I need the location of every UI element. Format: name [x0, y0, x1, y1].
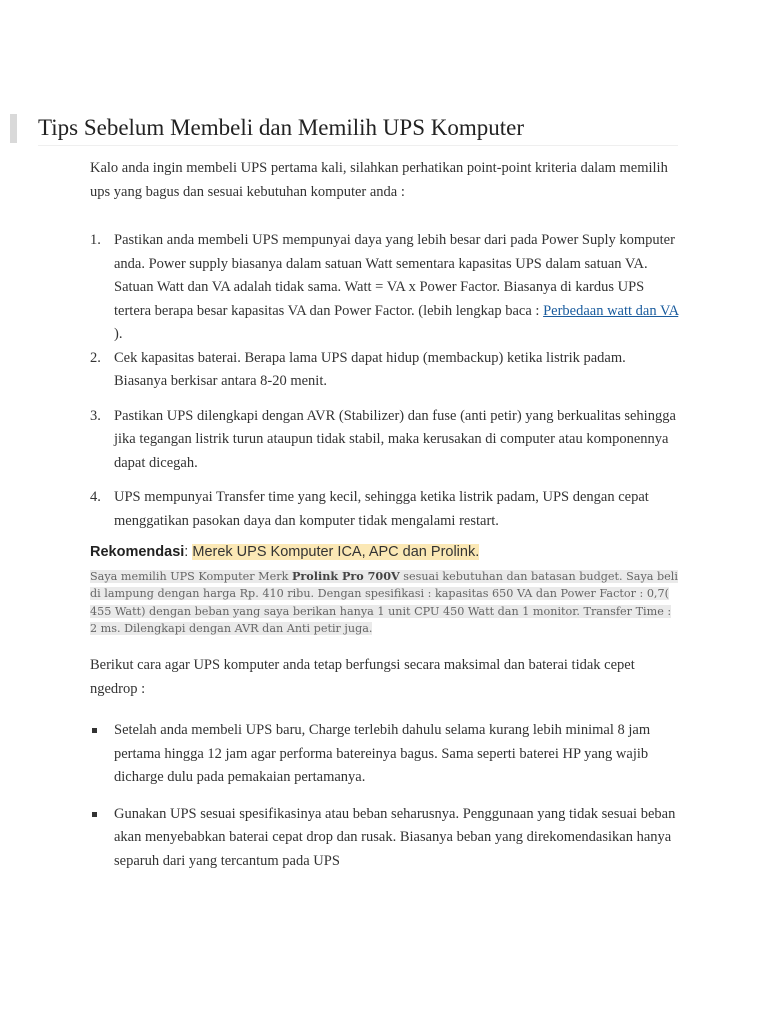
list-number: 2. — [90, 349, 101, 366]
list-item — [90, 229, 680, 347]
list-number: 3. — [90, 407, 101, 424]
recommendation-text: Merek UPS Komputer ICA, APC dan Prolink. — [192, 544, 480, 560]
criteria-list — [90, 229, 680, 533]
personal-note — [90, 568, 680, 637]
watt-va-link[interactable]: Perbedaan watt dan VA — [543, 302, 679, 319]
article-title: Tips Sebelum Membeli dan Memilih UPS Komputer — [38, 113, 678, 146]
tips-intro-paragraph: Berikut cara agar UPS komputer anda tetap berfungsi secara maksimal dan baterai tidak cepet ngedrop : — [90, 657, 635, 698]
note-text: Saya memilih UPS Komputer Merk — [90, 570, 292, 583]
article-body — [90, 156, 680, 873]
intro-paragraph: Kalo anda ingin membeli UPS pertama kali, silahkan perhatikan point-point kriteria dalam memilih ups yang bagus dan sesuai kebutuhan komputer anda : — [90, 160, 668, 200]
tips-item-text: Gunakan UPS sesuai spesifikasinya atau beban seharusnya. Penggunaan yang tidak sesuai beban akan menyebabkan baterai cepat drop dan rusak. Biasanya beban yang direkomendasikan hanya separuh dari yang tercantum pada UPS — [114, 805, 676, 869]
list-item-text: Pastikan UPS dilengkapi dengan AVR (Stabilizer) dan fuse (anti petir) yang berkualitas sehingga jika tegangan listrik turun ataupun tidak stabil, maka kerusakan di computer atau komponennya dapat dicegah. — [114, 407, 676, 471]
tips-list-item — [90, 719, 680, 790]
recommendation-colon: : — [184, 544, 193, 560]
title-accent-bar — [10, 114, 17, 143]
list-item-text-end: ). — [114, 326, 123, 342]
tips-item-text: Setelah anda membeli UPS baru, Charge terlebih dahulu selama kurang lebih minimal 8 jam pertama hingga 12 jam agar performa batereinya bagus. Sama seperti baterei HP yang wajib dicharge dulu pada pemakaian pertamanya. — [114, 722, 651, 786]
note-text-end: sesuai kebutuhan dan batasan budget. Saya beli di lampung dengan harga Rp. 410 ribu. Dengan spesifikasi : kapasitas 650 VA dan Power Factor : 0,7( 455 Watt) dengan beban yang saya berikan hanya 1 unit CPU 450 Watt dan 1 monitor. Transfer Time : 2 ms. Dilengkapi dengan AVR dan Anti petir juga. — [90, 570, 678, 635]
list-item — [90, 486, 680, 533]
list-item-text: UPS mempunyai Transfer time yang kecil, sehingga ketika listrik padam, UPS dengan cepat menggatikan pasokan daya dan komputer tidak mengalami restart. — [114, 489, 649, 529]
bullet-icon — [92, 812, 97, 817]
bullet-icon — [92, 728, 97, 733]
tips-list-item — [90, 803, 680, 874]
list-item — [90, 405, 680, 476]
list-number: 1. — [90, 232, 101, 248]
list-number: 4. — [90, 489, 101, 505]
note-product-name: Prolink Pro 700V — [291, 569, 400, 583]
list-item-text: Pastikan anda membeli UPS mempunyai daya yang lebih besar dari pada Power Suply komputer anda. Power supply biasanya dalam satuan Watt sementara kapasitas UPS dalam satuan VA. Satuan Watt dan VA adalah tidak sama. Watt = VA x Power Factor. Biasanya di kardus UPS tertera berapa besar kapasitas VA dan Power Factor. (lebih lengkap baca : — [114, 232, 675, 319]
list-item-text: Cek kapasitas baterai. Berapa lama UPS dapat hidup (membackup) ketika listrik padam. Biasanya berkisar antara 8-20 menit. — [114, 349, 626, 389]
list-item — [90, 347, 680, 394]
recommendation-label: Rekomendasi — [90, 544, 185, 560]
recommendation — [90, 541, 680, 563]
tips-list — [90, 719, 680, 873]
